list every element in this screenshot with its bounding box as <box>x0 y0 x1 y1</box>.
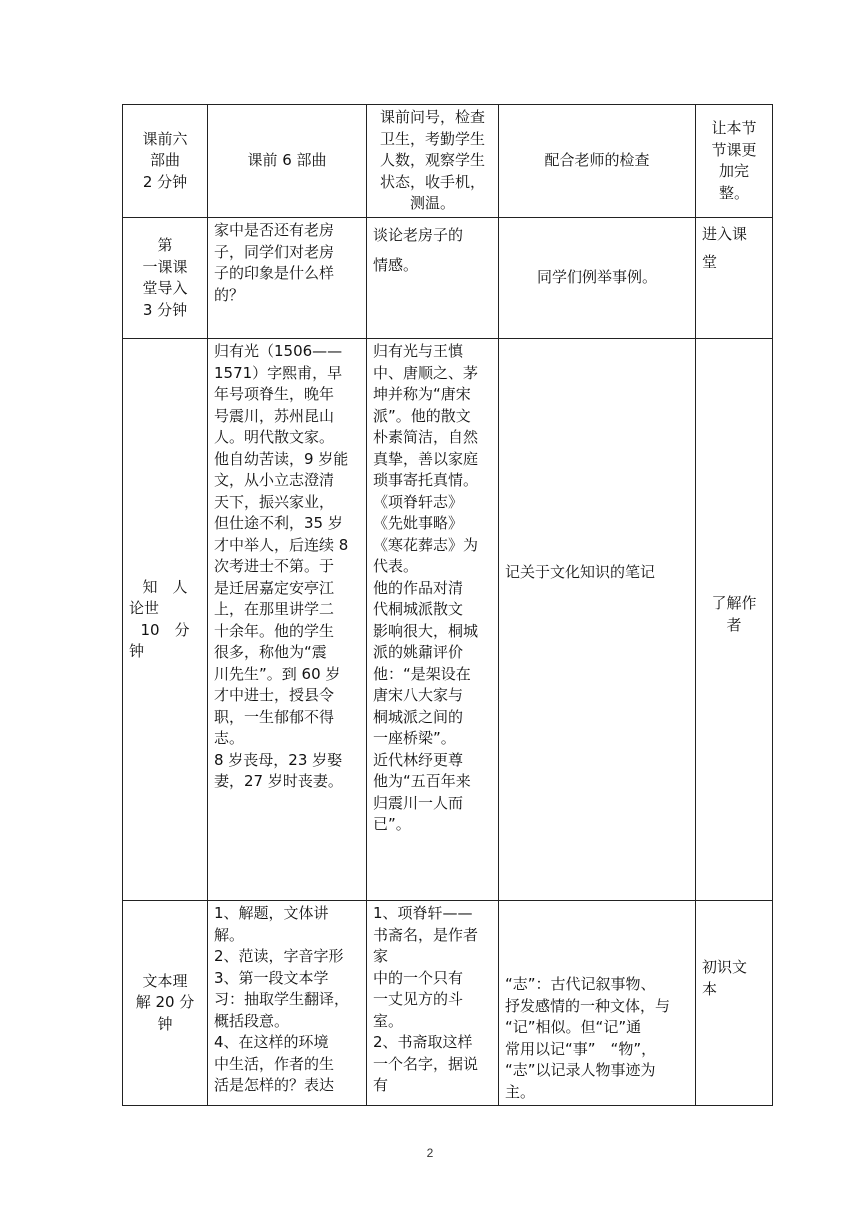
cell-line: 论世 <box>129 599 160 617</box>
cell-line: 归有光与王慎 <box>373 342 464 360</box>
cell-line: 10 分 <box>140 620 190 639</box>
stage-cell <box>123 901 208 1106</box>
student-cell <box>367 901 499 1106</box>
cell-line: 课前问号，检查 <box>379 108 485 127</box>
cell-line: 初识文 <box>702 958 748 976</box>
cell-line: 很多，称他为“震 <box>214 643 327 661</box>
cell-line: 习：抽取学生翻译， <box>214 990 350 1008</box>
cell-line: 8 岁丧母，23 岁娶 <box>214 750 343 769</box>
cell-line: 归震川一人而 <box>373 793 464 812</box>
cell-line: 卫生，考勤学生 <box>379 129 485 148</box>
cell-line: 谈论老房子的 <box>373 226 464 244</box>
cell-line: 1571）字熙甫，早 <box>214 363 343 382</box>
cell-line: 家 <box>373 947 389 965</box>
cell-line: 堂导入 <box>142 279 188 297</box>
cell-line: 4、在这样的环境 <box>214 1033 329 1051</box>
cell-line: 解。 <box>214 925 245 944</box>
cell-line: 《寒花葬志》为 <box>373 535 479 554</box>
cell-line: 1、项脊轩—— <box>373 904 473 922</box>
method-cell <box>499 218 696 339</box>
cell-line: 整。 <box>718 183 749 202</box>
cell-line: “志”：古代记叙事物、 <box>505 975 656 993</box>
cell-line: 文，从小立志澄清 <box>214 471 335 489</box>
cell-line: 3 分钟 <box>142 300 188 319</box>
cell-line: “志”以记录人物事迹为 <box>505 1061 656 1079</box>
cell-line: 年号项脊生，晚年 <box>214 385 335 403</box>
cell-line: 川先生”。到 60 岁 <box>214 664 341 683</box>
cell-line: 室。 <box>373 1011 404 1030</box>
cell-line: 本 <box>702 979 718 998</box>
method-cell <box>499 105 696 218</box>
cell-line: 真挚，善以家庭 <box>373 449 479 468</box>
cell-line: 归有光（1506—— <box>214 342 343 360</box>
cell-line: 上，在那里讲学二 <box>214 600 335 618</box>
cell-line: 才中进士，授县令 <box>214 686 335 704</box>
cell-line: 进入课 <box>702 225 748 243</box>
cell-line: 让本节 <box>711 119 757 137</box>
goal-cell <box>696 105 773 218</box>
method-cell <box>499 901 696 1106</box>
cell-line: 抒发感情的一种文体，与 <box>505 996 671 1015</box>
cell-line: 派”。他的散文 <box>373 406 471 425</box>
cell-line: 《先妣事略》 <box>373 514 464 532</box>
cell-line: 者 <box>726 615 742 634</box>
cell-line: 一个名字，据说 <box>373 1054 479 1073</box>
cell-line: 解 20 分 <box>135 993 195 1012</box>
cell-line: 派的姚鼐评价 <box>373 643 464 661</box>
cell-line: 近代林纾更尊 <box>373 750 464 769</box>
cell-line: 坤并称为“唐宋 <box>373 385 471 403</box>
cell-line: 子的印象是什么样 <box>214 264 335 282</box>
page-number: 2 <box>426 1146 434 1160</box>
table-row <box>123 105 773 218</box>
table-row <box>123 218 773 339</box>
cell-line: 是迁居嘉定安亭江 <box>214 578 335 597</box>
cell-line: 课前 6 部曲 <box>247 151 327 170</box>
cell-line: 妻，27 岁时丧妻。 <box>214 772 343 790</box>
cell-line: 琐事寄托真情。 <box>373 471 479 489</box>
cell-line: 十余年。他的学生 <box>214 621 335 640</box>
cell-line: 2、书斋取这样 <box>373 1033 473 1051</box>
cell-line: 文本理 <box>142 971 188 990</box>
cell-line: 活是怎样的？表达 <box>214 1076 335 1094</box>
lesson-plan-table <box>122 104 773 1106</box>
cell-line: 概括段意。 <box>214 1011 290 1030</box>
cell-line: 了解作 <box>711 594 757 612</box>
cell-line: 一座桥梁”。 <box>373 729 456 747</box>
cell-line: 才中举人，后连续 8 <box>214 535 349 554</box>
cell-line: 子，同学们对老房 <box>214 242 335 261</box>
cell-line: 志。 <box>214 729 245 747</box>
goal-cell <box>696 218 773 339</box>
cell-line: 加完 <box>718 162 749 180</box>
cell-line: 书斋名，是作者 <box>373 925 479 944</box>
cell-line: 中生活，作者的生 <box>214 1054 335 1073</box>
cell-line: 常用以记“事” “物”， <box>505 1039 657 1058</box>
cell-line: 他的作品对清 <box>373 578 464 597</box>
content-cell <box>208 339 367 901</box>
content-cell <box>208 218 367 339</box>
table-row <box>123 339 773 901</box>
content-cell <box>208 901 367 1106</box>
cell-line: 但仕途不利，35 岁 <box>214 514 343 532</box>
cell-line: 已”。 <box>373 815 411 833</box>
cell-line: 一课课 <box>142 257 188 276</box>
cell-line: 钟 <box>129 642 145 660</box>
cell-line: 情感。 <box>373 256 419 274</box>
cell-line: 测温。 <box>409 194 455 213</box>
cell-line: 1、解题，文体讲 <box>214 904 329 922</box>
cell-line: 主。 <box>505 1082 536 1101</box>
cell-line: 人数，观察学生 <box>379 151 485 170</box>
student-cell <box>367 105 499 218</box>
goal-cell <box>696 901 773 1106</box>
cell-line: 次考进士不第。于 <box>214 557 335 575</box>
cell-line: 的？ <box>214 285 245 304</box>
cell-line: “记”相似。但“记”通 <box>505 1018 642 1036</box>
cell-line: 家中是否还有老房 <box>214 221 335 239</box>
cell-line: 人。明代散文家。 <box>214 428 335 446</box>
goal-cell <box>696 339 773 901</box>
cell-line: 3、第一段文本学 <box>214 968 329 987</box>
content-cell <box>208 105 367 218</box>
cell-line: 第 <box>157 236 173 254</box>
stage-cell <box>123 218 208 339</box>
cell-line: 职，一生郁郁不得 <box>214 707 335 726</box>
cell-line: 堂 <box>702 253 718 271</box>
cell-line: 代表。 <box>373 557 419 575</box>
student-cell <box>367 218 499 339</box>
cell-line: 2、范读，字音字形 <box>214 947 344 965</box>
stage-cell <box>123 339 208 901</box>
cell-line: 号震川，苏州昆山 <box>214 406 335 425</box>
cell-line: 他自幼苦读，9 岁能 <box>214 449 349 468</box>
cell-line: 他：“是架设在 <box>373 664 471 683</box>
cell-line: 影响很大，桐城 <box>373 621 479 640</box>
cell-line: 朴素简洁，自然 <box>373 428 479 446</box>
cell-line: 记关于文化知识的笔记 <box>505 563 656 581</box>
cell-line: 天下，振兴家业， <box>214 492 335 511</box>
cell-line: 2 分钟 <box>142 172 188 191</box>
cell-line: 部曲 <box>149 151 180 170</box>
cell-line: 中、唐顺之、茅 <box>373 363 479 382</box>
cell-line: 《项脊轩志》 <box>373 492 464 511</box>
cell-line: 一丈见方的斗 <box>373 990 464 1008</box>
cell-line: 课前六 <box>142 129 188 148</box>
cell-line: 状态，收手机， <box>379 172 485 191</box>
table-row <box>123 901 773 1106</box>
method-cell <box>499 339 696 901</box>
cell-line: 桐城派之间的 <box>373 707 464 726</box>
student-cell <box>367 339 499 901</box>
cell-line: 有 <box>373 1076 389 1094</box>
cell-line: 配合老师的检查 <box>544 151 650 170</box>
cell-line: 唐宋八大家与 <box>373 686 464 704</box>
cell-line: 他为“五百年来 <box>373 772 471 790</box>
cell-line: 钟 <box>157 1014 173 1033</box>
cell-line: 中的一个只有 <box>373 968 464 987</box>
stage-cell <box>123 105 208 218</box>
cell-line: 代桐城派散文 <box>373 600 464 618</box>
cell-line: 同学们例举事例。 <box>536 268 657 287</box>
cell-line: 节课更 <box>711 140 757 159</box>
cell-line: 知 人 <box>142 577 188 596</box>
